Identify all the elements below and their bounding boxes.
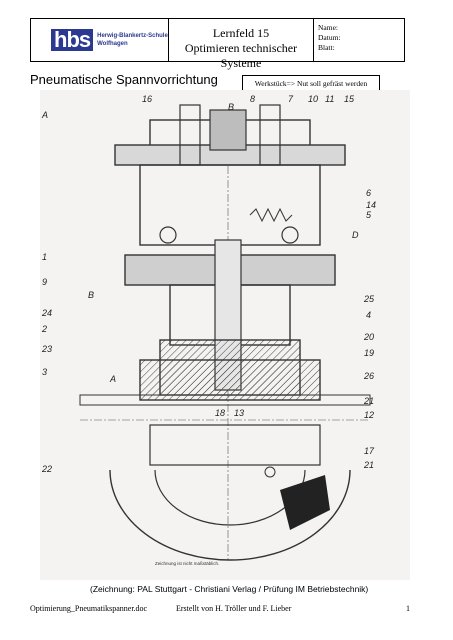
label-12: 12 [364, 410, 375, 420]
label-21-a: 21 [364, 396, 375, 406]
school-name-line2: Wolfhagen [97, 41, 128, 47]
drawing-note: Zeichnung ist nicht maßstäblich. [155, 561, 220, 566]
name-label: Name: [318, 23, 338, 32]
drawing-caption: (Zeichnung: PAL Stuttgart - Christiani Verlag / Prüfung IM Betriebstechnik) [90, 584, 369, 594]
label-23: 23 [42, 344, 53, 354]
label-20: 20 [364, 332, 375, 342]
footer-author: Erstellt von H. Tröller und F. Lieber [176, 604, 292, 613]
learning-field: Lernfeld 15 [212, 26, 270, 40]
label-5: 5 [366, 210, 372, 220]
label-a-left: A [110, 374, 117, 384]
label-18: 18 [215, 408, 226, 418]
drawing-svg [40, 90, 410, 580]
label-19: 19 [364, 348, 375, 358]
label-6: 6 [366, 188, 372, 198]
label-1: 1 [42, 252, 48, 262]
label-24: 24 [42, 308, 53, 318]
label-26: 26 [364, 371, 375, 381]
workpiece-callout: Werkstück=> Nut soll gefräst werden [242, 75, 380, 92]
label-8: 8 [250, 94, 256, 104]
logo-cell [31, 19, 169, 61]
label-10: 10 [308, 94, 319, 104]
school-logo [51, 29, 168, 51]
page-heading: Pneumatische Spannvorrichtung [30, 72, 218, 87]
label-2: 2 [42, 324, 48, 334]
title-cell [169, 19, 314, 70]
label-a-top: A [42, 110, 49, 120]
label-11: 11 [325, 94, 335, 104]
label-15: 15 [344, 94, 355, 104]
label-22: 22 [42, 464, 53, 474]
document-footer [30, 604, 410, 613]
label-25: 25 [364, 294, 375, 304]
topic-title: Optimieren technischer Systeme [184, 41, 298, 70]
logo-mark: hbs [51, 29, 93, 51]
school-name-line1: Herwig-Blankertz-Schule [97, 33, 168, 39]
label-14: 14 [366, 200, 377, 210]
label-3: 3 [42, 367, 48, 377]
label-7: 7 [288, 94, 294, 104]
label-13: 13 [234, 408, 245, 418]
document-header [30, 18, 405, 70]
school-name [97, 32, 168, 48]
meta-cell [314, 19, 404, 61]
sheet-label: Blatt: [318, 43, 335, 52]
date-label: Datum: [318, 33, 341, 42]
label-21-b: 21 [364, 460, 375, 470]
footer-filename: Optimierung_Pneumatikspanner.doc [30, 604, 148, 613]
footer-page-number: 1 [406, 604, 410, 613]
workpiece [210, 110, 246, 150]
label-4: 4 [366, 310, 372, 320]
label-b-top: B [228, 102, 235, 112]
lower-housing [140, 360, 320, 400]
label-b-left: B [88, 290, 95, 300]
label-d: D [352, 230, 359, 240]
label-9: 9 [42, 277, 48, 287]
label-17: 17 [364, 446, 375, 456]
label-16: 16 [142, 94, 153, 104]
technical-drawing [40, 90, 410, 580]
